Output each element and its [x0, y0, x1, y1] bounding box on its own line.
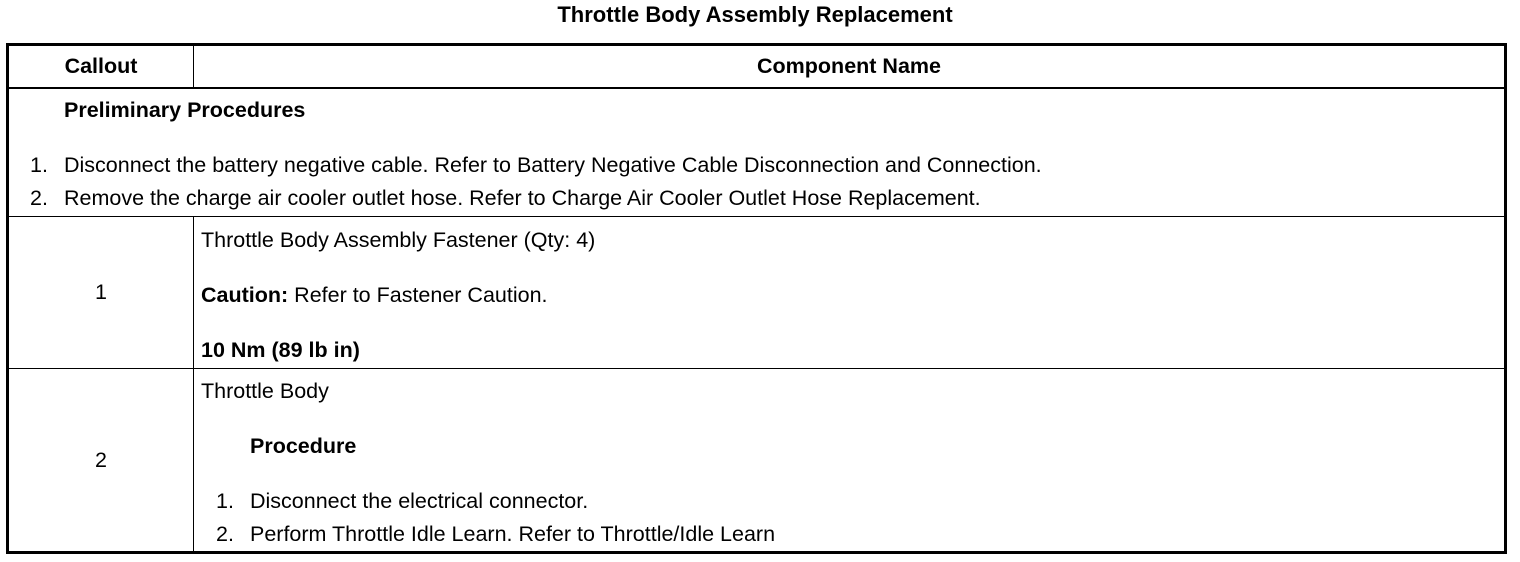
preliminary-step-text: Disconnect the battery negative cable. Refer to Battery Negative Cable Disconnection and Connection. — [64, 153, 1042, 177]
caution-label: Caution: — [201, 283, 289, 307]
preliminary-heading: Preliminary Procedures — [64, 98, 306, 122]
procedure-step-text: Perform Throttle Idle Learn. Refer to Throttle/Idle Learn — [250, 522, 776, 546]
preliminary-cell — [8, 88, 1506, 217]
procedure-table — [6, 43, 1507, 554]
caution-text: Refer to Fastener Caution. — [288, 283, 548, 307]
procedure-heading: Procedure — [250, 434, 357, 458]
procedure-step-number: 2. — [216, 522, 234, 546]
callout-number: 1 — [8, 217, 194, 369]
procedure-step-number: 1. — [216, 489, 234, 513]
preliminary-row — [8, 88, 1506, 217]
component-cell — [194, 369, 1506, 553]
header-component-name: Component Name — [194, 45, 1506, 89]
torque-spec: 10 Nm (89 lb in) — [201, 338, 360, 362]
header-callout: Callout — [8, 45, 194, 89]
procedure-step-text: Disconnect the electrical connector. — [250, 489, 589, 513]
preliminary-step-text: Remove the charge air cooler outlet hose. Refer to Charge Air Cooler Outlet Hose Replacement. — [64, 186, 981, 210]
table-row — [8, 217, 1506, 369]
component-cell — [194, 217, 1506, 369]
caution-note — [201, 283, 548, 308]
component-name: Throttle Body Assembly Fastener (Qty: 4) — [201, 228, 596, 252]
preliminary-step-number: 2. — [30, 186, 48, 210]
table-row — [8, 369, 1506, 553]
document-title: Throttle Body Assembly Replacement — [557, 2, 953, 27]
table-header-row — [8, 45, 1506, 89]
preliminary-step-number: 1. — [30, 153, 48, 177]
callout-number: 2 — [8, 369, 194, 553]
component-name: Throttle Body — [201, 379, 329, 403]
